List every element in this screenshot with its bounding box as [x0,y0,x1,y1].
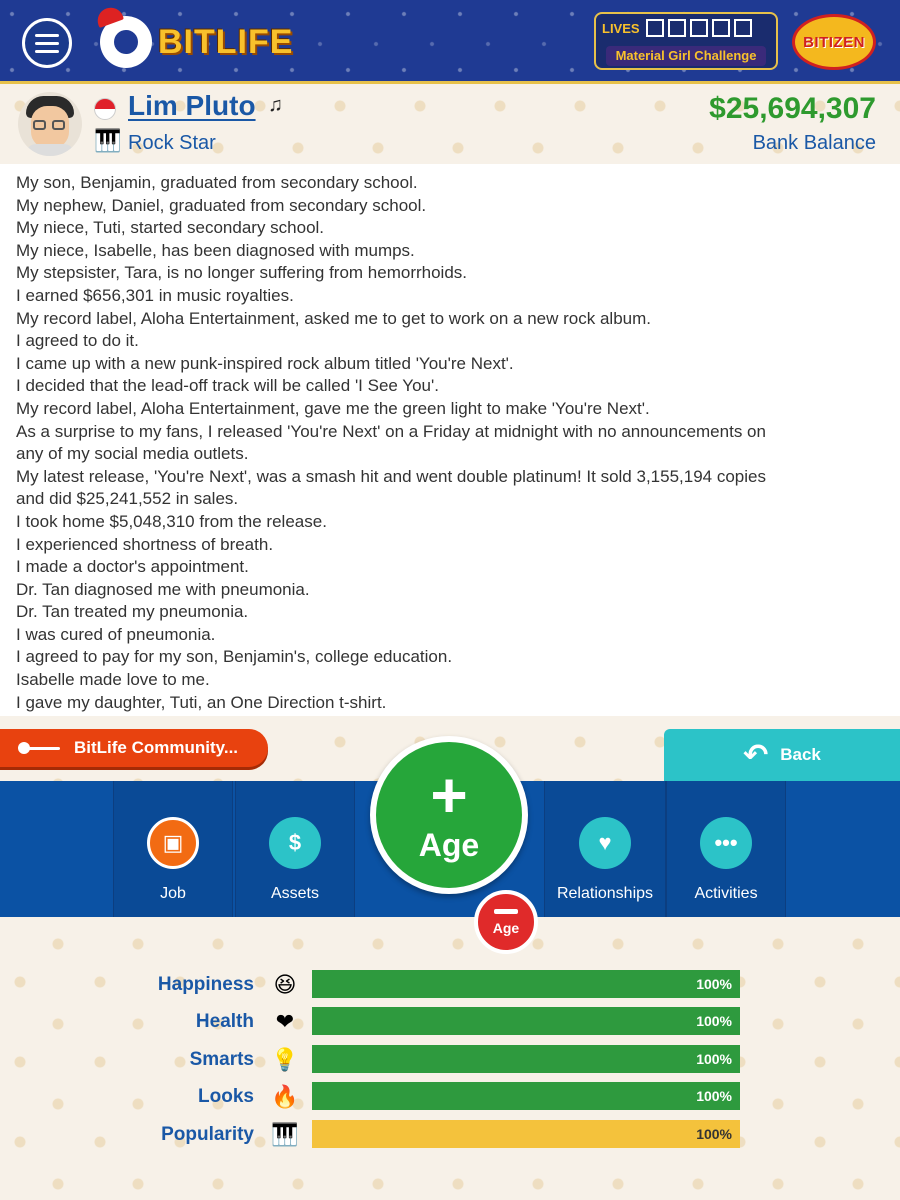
log-entry: I gave my daughter, Tuti, an One Direction t-shirt. [16,692,387,712]
nav-activities-label: Activities [694,885,758,902]
log-entry: I agreed to do it. [16,331,139,351]
log-entry: I made a doctor's appointment. [16,557,249,577]
challenge-name: Material Girl Challenge [606,46,766,66]
log-entry: any of my social media outlets. [16,444,249,464]
log-entry: My latest release, 'You're Next', was a smash hit and went double platinum! It sold 3,155,194 copies [16,466,766,486]
challenge-panel[interactable] [594,12,778,70]
stat-label: Smarts [189,1049,254,1070]
bitizen-label: BITIZEN [803,33,865,51]
stat-bar-fill [312,1045,740,1073]
occupation: Rock Star [128,132,216,154]
log-entry: My nephew, Daniel, graduated from secondary school. [16,195,427,215]
stat-label: Health [195,1011,254,1032]
piano-icon: 🎹 [94,128,122,153]
stats-panel [0,955,900,1200]
heart-icon: ♥ [579,817,631,869]
nav-assets-label: Assets [270,885,319,902]
avatar-glasses-icon [33,120,67,130]
stat-percent: 100% [696,1051,732,1067]
singapore-flag-icon [94,98,116,120]
life-slot-icon [646,19,664,37]
back-button[interactable] [664,729,900,781]
log-entry: I earned $656,301 in music royalties. [16,285,294,305]
life-log[interactable] [0,164,900,716]
life-slot-icon [712,19,730,37]
log-entry: My record label, Aloha Entertainment, gave me the green light to make 'You're Next'. [16,398,650,418]
log-entry: Isabelle made love to me. [16,670,210,690]
log-entry: Dr. Tan treated my pneumonia. [16,602,249,622]
community-button[interactable] [0,729,268,767]
stat-label: Happiness [157,974,254,995]
age-minus-label: Age [492,919,520,936]
back-arrow-icon: ↶ [743,738,769,772]
stat-bar-fill [312,1007,740,1035]
music-note-icon: ♫ [268,94,283,116]
stat-emoji-icon: 💡 [271,1047,299,1072]
money-bag-icon: $ [269,817,321,869]
stat-percent: 100% [696,1088,732,1104]
logo-text: BITLIFE [158,22,294,61]
nav-job[interactable] [113,781,233,917]
stat-percent: 100% [696,1126,732,1142]
plus-icon: + [430,758,468,831]
log-entry: I experienced shortness of breath. [16,534,274,554]
stat-bar [312,1007,740,1035]
stat-row [0,1082,900,1112]
nav-relationships-label: Relationships [556,885,654,902]
stat-emoji-icon: 😆 [273,972,297,997]
stat-bar [312,1082,740,1110]
nav-job-label: Job [160,885,186,902]
avatar[interactable] [18,92,82,156]
character-name[interactable]: Lim Pluto [128,90,256,121]
bank-balance: $25,694,307 [709,92,876,125]
menu-button[interactable] [22,18,72,68]
life-slot-icon [690,19,708,37]
log-entry: I took home $5,048,310 from the release. [16,511,327,531]
log-entry: My record label, Aloha Entertainment, asked me to get to work on a new rock album. [16,308,651,328]
stat-percent: 100% [696,1013,732,1029]
nav-relationships[interactable] [544,781,666,917]
hamburger-line-icon [35,50,59,53]
stat-bar-fill [312,1082,740,1110]
age-button[interactable] [370,736,528,894]
stat-row [0,1007,900,1037]
stat-row [0,970,900,1000]
nav-activities[interactable] [666,781,786,917]
log-entry: My stepsister, Tara, is no longer suffering from hemorrhoids. [16,263,468,283]
stat-bar [312,970,740,998]
life-slot-icon [668,19,686,37]
lives-row [602,19,752,37]
profile-header [0,84,900,164]
hamburger-line-icon [35,42,59,45]
back-label: Back [780,745,821,764]
log-entry: My niece, Isabelle, has been diagnosed with mumps. [16,240,415,260]
sperm-icon [18,738,62,758]
life-slot-icon [734,19,752,37]
bitlife-logo [100,14,293,70]
stat-bar [312,1045,740,1073]
stat-emoji-icon: 🎹 [271,1122,299,1147]
log-entry: As a surprise to my fans, I released 'You're Next' on a Friday at midnight with no announcements on [16,421,766,441]
log-entry: My son, Benjamin, graduated from secondary school. [16,173,418,192]
stat-bar-fill [312,1120,740,1148]
sperm-logo-icon [100,16,152,68]
log-entry: I agreed to pay for my son, Benjamin's, college education. [16,647,453,667]
stat-label: Popularity [161,1124,254,1145]
log-lines [16,172,886,714]
stat-bar-fill [312,970,740,998]
briefcase-icon: ▣ [147,817,199,869]
stat-label: Looks [198,1086,254,1107]
log-entry: I came up with a new punk-inspired rock album titled 'You're Next'. [16,353,514,373]
lives-label: LIVES [602,20,640,36]
stat-row [0,1045,900,1075]
age-label: Age [418,826,480,863]
log-entry: My niece, Tuti, started secondary school. [16,218,325,238]
age-minus-button[interactable] [474,890,538,954]
community-label: BitLife Community... [74,738,239,757]
log-entry: and did $25,241,552 in sales. [16,489,239,509]
minus-icon [494,909,518,914]
log-entry: Dr. Tan diagnosed me with pneumonia. [16,579,310,599]
stat-percent: 100% [696,976,732,992]
nav-assets[interactable] [235,781,355,917]
hamburger-line-icon [35,34,59,37]
stat-bar [312,1120,740,1148]
more-dots-icon: ••• [700,817,752,869]
log-entry: I decided that the lead-off track will be called 'I See You'. [16,376,439,396]
santa-hat-icon [94,4,124,28]
avatar-shirt [26,144,74,156]
stat-emoji-icon: 🔥 [271,1084,299,1109]
bank-balance-label: Bank Balance [752,132,876,154]
log-entry: I was cured of pneumonia. [16,624,216,644]
stat-row [0,1120,900,1150]
top-bar [0,0,900,84]
bitizen-badge[interactable] [792,14,876,70]
stat-emoji-icon: ❤ [275,1009,295,1034]
